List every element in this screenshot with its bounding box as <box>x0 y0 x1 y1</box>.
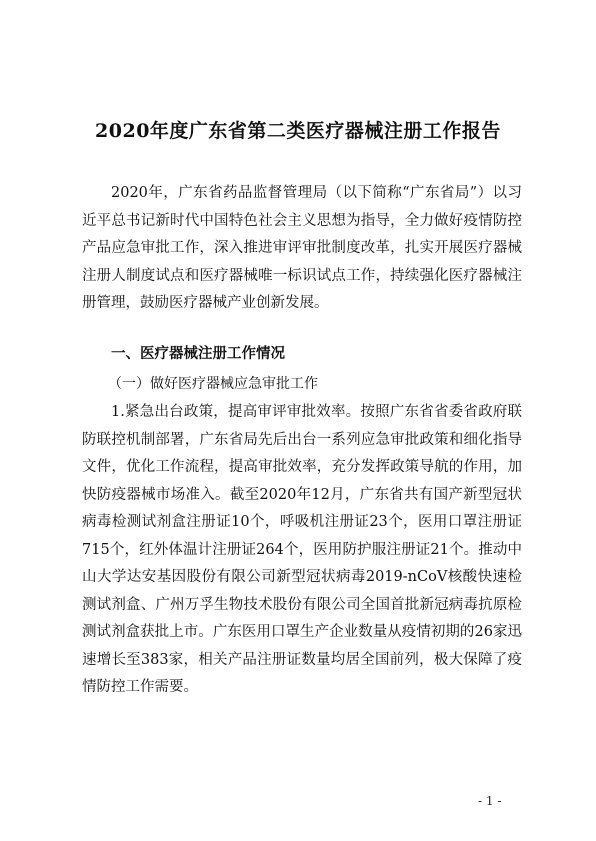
body-paragraph: 1.紧急出台政策，提高审评审批效率。按照广东省省委省政府联防联控机制部署，广东省局先后出台一系列应急审批政策和细化指导文件，优化工作流程，提高审批效率，充分发挥政策导航的作用，加快防疫器械市场准入。截至2020年12月，广东省共有国产新型冠状病毒检测试剂盒注册证10个，呼吸机注册证23个，医用口罩注册证715个，红外体温计注册证264个，医用防护服注册证21个。推动中山大学达安基因股份有限公司新型冠状病毒2019-nCoV核酸快速检测试剂盒、广州万孚生物技术股份有限公司全国首批新冠病毒抗原检测试剂盒获批上市。广东医用口罩生产企业数量从疫情初期的26家迅速增长至383家，相关产品注册证数量均居全国前列，极大保障了疫情防控工作需要。 <box>82 404 522 695</box>
page-number: - 1 - <box>478 794 502 808</box>
subsection-heading: （一）做好医疗器械应急审批工作 <box>108 376 318 392</box>
document-title: 2020年度广东省第二类医疗器械注册工作报告 <box>95 120 501 142</box>
section-heading: 一、医疗器械注册工作情况 <box>111 346 285 362</box>
intro-paragraph: 2020年，广东省药品监督管理局（以下简称“广东省局”）以习近平总书记新时代中国特色社会主义思想为指导，全力做好疫情防控产品应急审批工作，深入推进审评审批制度改革，扎实开展医疗器械注册人制度试点和医疗器械唯一标识试点工作，持续强化医疗器械注册管理，鼓励医疗器械产业创新发展。 <box>82 185 522 311</box>
